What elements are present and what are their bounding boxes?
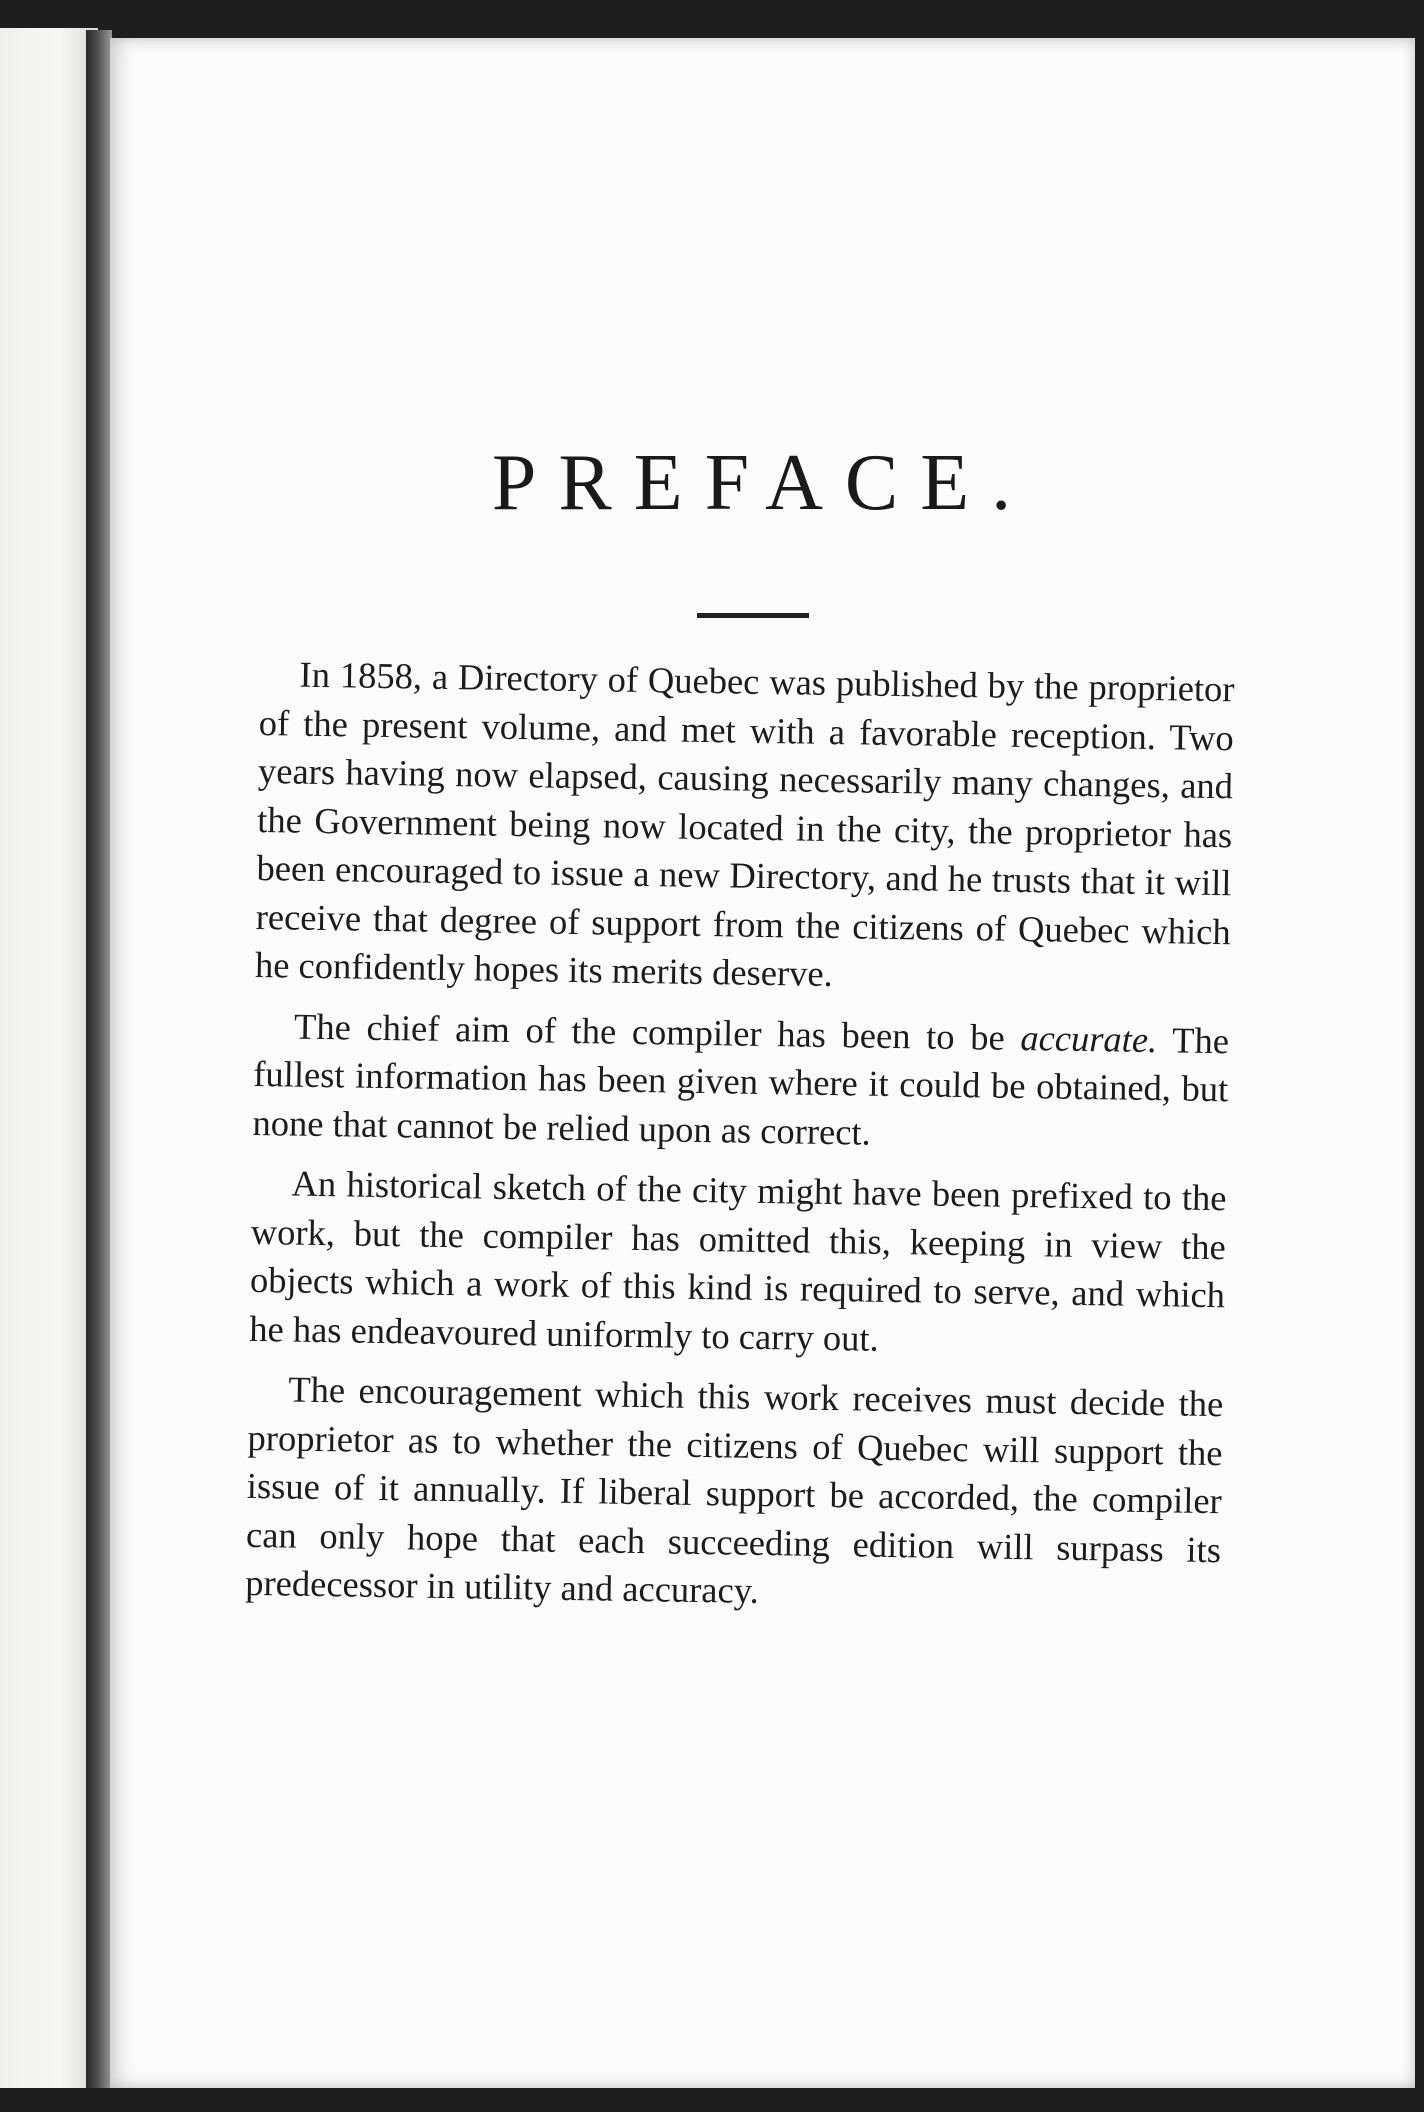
book-spine — [86, 30, 112, 2088]
preface-body — [245, 650, 1235, 1635]
paragraph-3: An historical sketch of the city might have been prefixed to the work, but the compiler has omitted this, keeping in view the objects which a work of this kind is required to serve, and which he has endeavoured uniformly to carry out. — [249, 1162, 1227, 1359]
paragraph-2 — [252, 1001, 1229, 1162]
paragraph-4: The encouragement which this work receives must decide the proprietor as to whether the citizens of Quebec will support the issue of it annually. If liberal support be accorded, the compiler can only hope that each succeeding edition will surpass its predecessor in utility and accuracy. — [245, 1368, 1224, 1611]
paragraph-2-text-before: The chief aim of the compiler has been to be — [293, 1005, 1021, 1058]
paragraph-1: In 1858, a Directory of Quebec was published by the proprietor of the present volume, and met with a favorable reception. Two years having now elapsed, causing necessarily many changes, and the Government being now located in the city, the proprietor has been encouraged to issue a new Directory, and he trusts that it will receive that degree of support from the citizens of Quebec which he confidently hopes its merits deserve. — [254, 653, 1235, 995]
book-page — [110, 38, 1415, 2088]
heading-rule — [697, 613, 809, 618]
paragraph-2-text-after: The fullest information has been given where it could be obtained, but none that cannot be relied upon as correct. — [252, 1018, 1230, 1153]
page-heading: PREFACE. — [491, 439, 1034, 527]
previous-page-edge — [0, 28, 98, 2088]
paragraph-2-emphasis: accurate. — [1020, 1016, 1158, 1060]
